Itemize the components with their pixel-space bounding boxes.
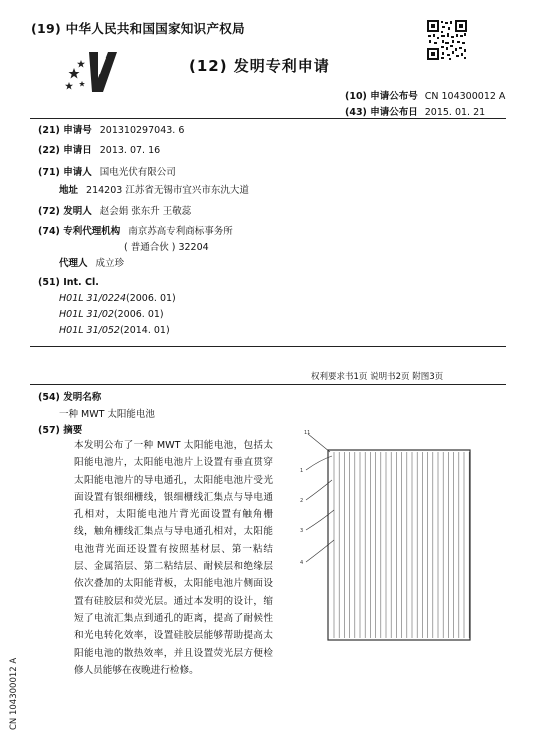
intcl-label-text: (51) Int. Cl. [38,277,99,288]
ipc-row [59,309,164,320]
publication-number: CN 104300012 A [424,91,506,102]
invention-title: 一种 MWT 太阳能电池 [59,409,155,420]
side-publication-number [2,652,22,732]
qr-code [427,20,467,60]
publication-number-row [345,88,505,102]
inventors-label: (72) 发明人 [38,206,92,217]
agency-type: ( 普通合伙 ) 32204 [124,242,209,253]
application-number-label: (21) 申请号 [38,125,92,136]
application-number-row [38,122,184,136]
document-type: (12) 发明专利申请 [189,57,330,75]
application-number: 201310297043. 6 [99,125,185,136]
ipc-year: (2014. 01) [119,325,170,336]
title-label [38,389,101,403]
publication-date-label: (43) 申请公布日 [345,107,418,118]
ipc-row [59,325,170,336]
figure-ref-label: 4 [300,560,304,566]
side-number-text: CN 104300012 A [9,657,19,730]
applicant: 国电光伏有限公司 [99,167,176,178]
address-label: 地址 [59,185,79,196]
abstract-text [60,437,273,679]
application-date: 2013. 07. 16 [99,145,161,156]
address: 214203 江苏省无锡市宜兴市东氿大道 [86,185,249,196]
ipc-year: (2006. 01) [113,309,164,320]
star-icon [65,60,85,90]
inventors: 赵会娟 张东升 王敬蕊 [99,206,192,217]
figure-ref-label: 2 [300,498,304,504]
abstract-label-text: (57) 摘要 [38,425,83,436]
agency: 南京苏高专利商标事务所 [128,226,233,237]
solar-cell-figure [300,430,480,650]
section-divider [30,384,506,385]
agent: 成立珍 [95,258,125,269]
intcl-label [38,277,99,288]
section-divider [30,346,506,347]
agent-label: 代理人 [59,258,88,269]
agency-label: (74) 专利代理机构 [38,226,121,237]
publication-number-label: (10) 申请公布号 [345,91,418,102]
figure-ref-label: 3 [300,528,304,534]
ipc-code: H01L 31/02 [59,309,114,320]
abstract-body: 本发明公布了一种 MWT 太阳能电池，包括太阳能电池片，太阳能电池片上设置有垂直贯穿太阳能电池片的导电通孔，太阳能电池片受光面设置有银细栅线，银细栅线汇集点与导电通孔相对，太阳能电池片背光面设置有触角栅线，触角栅线汇集点与导电通孔相对，太阳能电池背光面还设置有按照基材层、第一粘结层、金属箔层、第二粘结层、耐候层和绝缘层依次叠加的太阳能背板，太阳能电池片侧面设置有硅胶层和荧光层。通过本发明的设计，缩短了电流汇集点到通孔的距离，提高了耐候性和光电转化效率，设置硅胶层能够帮助提高太阳能电池的散热效率，并且设置荧光层方便检修人员能够在夜晚进行检修。 [74,440,273,676]
agent-row [59,255,124,269]
agency-row [38,223,233,237]
inventors-row [38,203,191,217]
title-label-text: (54) 发明名称 [38,392,102,403]
figure-ref-label: 1 [300,468,304,474]
figure-ref-label: 11 [304,430,311,436]
applicant-row [38,164,176,178]
application-date-row [38,142,160,156]
ipc-year: (2006. 01) [126,293,176,304]
office-name: (19) 中华人民共和国国家知识产权局 [31,21,245,36]
page-counts: 权利要求书1页 说明书2页 附图3页 [311,372,444,382]
ipc-row [59,293,176,304]
ipc-code: H01L 31/0224 [59,293,127,304]
publication-date-row [345,104,485,118]
header-divider [30,118,506,119]
cnipa-logo [62,48,122,96]
abstract-label [38,422,82,436]
ipc-code: H01L 31/052 [59,325,120,336]
applicant-label: (71) 申请人 [38,167,92,178]
application-date-label: (22) 申请日 [38,145,92,156]
publication-date: 2015. 01. 21 [424,107,486,118]
address-row [59,182,249,196]
